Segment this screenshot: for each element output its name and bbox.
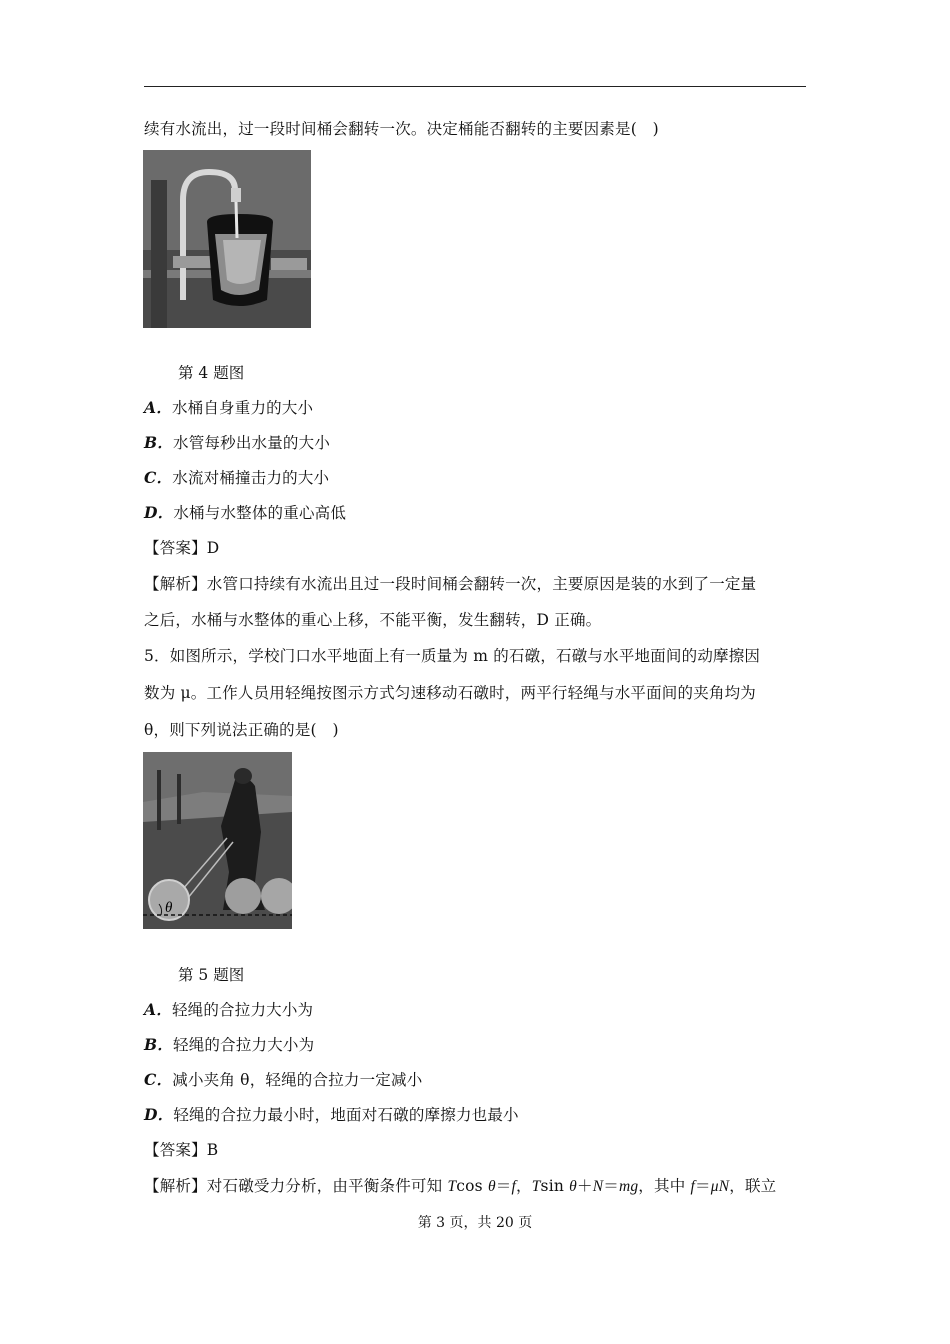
analysis-text: 【解析】对石礅受力分析，由平衡条件可知 [144, 1177, 448, 1195]
option-text: 水桶与水整体的重心高低 [173, 504, 347, 522]
q4-figure-caption: 第 4 题图 [178, 364, 245, 382]
var-T: T [447, 1178, 457, 1195]
q4-analysis-line1: 【解析】水管口持续有水流出且过一段时间桶会翻转一次，主要原因是装的水到了一定量 [144, 575, 757, 593]
option-text: 减小夹角 θ，轻绳的合拉力一定减小 [172, 1071, 423, 1089]
option-text: 水流对桶撞击力的大小 [172, 469, 330, 487]
option-text: 轻绳的合拉力大小为 [173, 1036, 315, 1054]
var-muN: μN [710, 1178, 730, 1195]
q5-option-d [144, 1105, 519, 1125]
q4-analysis-line2: 之后，水桶与水整体的重心上移，不能平衡，发生翻转，D 正确。 [144, 611, 602, 629]
option-letter: C． [144, 468, 173, 487]
analysis-text: ， [516, 1177, 532, 1195]
option-letter: A． [144, 398, 172, 417]
q5-stem-line1: 5．如图所示，学校门口水平地面上有一质量为 m 的石礅，石礅与水平地面间的动摩擦因 [144, 647, 761, 665]
option-letter: D． [144, 1105, 174, 1124]
option-text: 轻绳的合拉力大小为 [171, 1001, 314, 1019]
q4-photo-bucket [143, 150, 311, 328]
option-letter: A． [144, 1000, 172, 1019]
q5-analysis [144, 1176, 776, 1197]
q5-option-a [144, 1000, 313, 1020]
option-text: 水管每秒出水量的大小 [173, 434, 331, 452]
analysis-text: ＋ [577, 1177, 593, 1195]
analysis-text: ，联立 [729, 1177, 777, 1195]
q5-option-c [144, 1070, 422, 1090]
var-N: N [592, 1178, 604, 1195]
analysis-text: cos [456, 1177, 488, 1195]
analysis-text: sin [540, 1177, 570, 1195]
q5-photo-stone [143, 752, 292, 929]
option-letter: B． [144, 433, 174, 452]
option-letter: B． [144, 1035, 174, 1054]
q4-option-b [144, 433, 330, 453]
q4-option-d [144, 503, 346, 523]
q4-answer: 【答案】D [144, 539, 220, 557]
header-rule [144, 86, 806, 87]
q5-option-b [144, 1035, 314, 1055]
q5-stem-line3: θ，则下列说法正确的是( ) [144, 721, 339, 739]
option-letter: D． [144, 503, 174, 522]
q4-stem-tail: 续有水流出，过一段时间桶会翻转一次。决定桶能否翻转的主要因素是( ) [144, 120, 659, 138]
option-letter: C． [144, 1070, 173, 1089]
var-theta: θ [569, 1178, 577, 1195]
var-theta: θ [487, 1178, 496, 1195]
page-footer: 第 3 页，共 20 页 [417, 1215, 533, 1231]
theta-angle-label: θ [165, 900, 173, 916]
var-mg: mg [618, 1178, 639, 1195]
q5-stem-line2: 数为 μ。工作人员用轻绳按图示方式匀速移动石礅时，两平行轻绳与水平面间的夹角均为 [144, 684, 757, 702]
analysis-text: ＝ [695, 1177, 711, 1195]
var-f: f [511, 1178, 517, 1195]
var-T: T [531, 1178, 541, 1195]
analysis-text: ，其中 [638, 1177, 691, 1195]
analysis-text: ＝ [495, 1177, 512, 1195]
q4-option-c [144, 468, 329, 488]
q5-figure-caption: 第 5 题图 [178, 966, 245, 984]
q4-option-a [144, 398, 313, 418]
option-text: 轻绳的合拉力最小时，地面对石礅的摩擦力也最小 [173, 1106, 519, 1124]
option-text: 水桶自身重力的大小 [171, 399, 314, 417]
analysis-text: ＝ [603, 1177, 619, 1195]
var-f: f [690, 1178, 696, 1195]
q5-answer: 【答案】B [144, 1141, 219, 1159]
